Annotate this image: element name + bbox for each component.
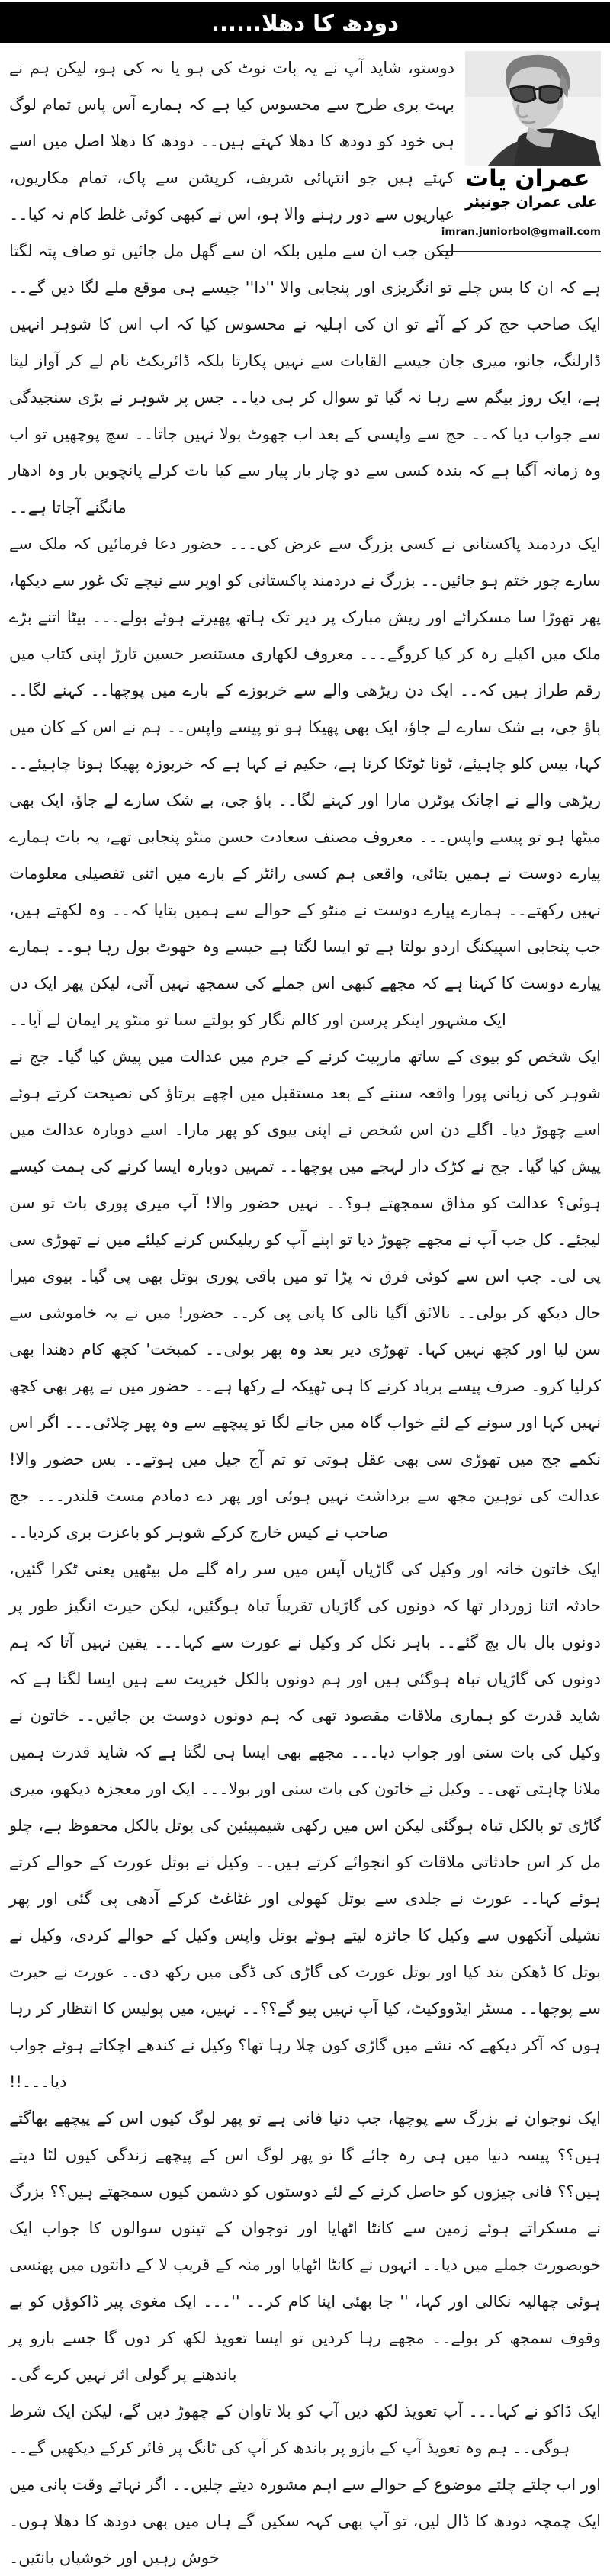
author-box [441,51,601,252]
paragraph-1: دوستو، شاید آپ نے یہ بات نوٹ کی ہو یا نہ کی ہو، لیکن ہم نے بہت بری طرح سے محسوس کیا ہے کہ ہمارے آس پاس تمام لوگ ہی خود کو دودھ کا دھلا کہتے ہیں۔۔ دودھ کا دھلا اصل میں اسے کہتے ہیں جو انتہائی شریف، کرپشن سے پاک، تمام مکاریوں، عیاریوں سے دور رہنے والا ہو، اس نے کبھی کوئی غلط کام نہ کیا۔۔ لیکن جب ان سے ملیں بلکہ ان سے گھل مل جائیں تو صاف پتہ لگتا ہے کہ ان کا بس چلے تو انگریزی اور پنجابی والا ''دا'' جیسے ہی موقع ملے لگا دیں گے۔۔ ایک صاحب حج کر کے آئے تو ان کی اہلیہ نے محسوس کیا کہ اب اس کا شوہر انہیں ڈارلنگ، جانو، میری جان جیسے القابات سے نہیں پکارتا بلکہ ڈائریکٹ نام لے کر آواز لیتا ہے، ایک روز بیگم سے رہا نہ گیا تو سوال کر ہی دیا۔۔ جس پر شوہر نے بڑی سنجیدگی سے جواب دیا کہ۔۔ حج سے واپسی کے بعد اب جھوٹ بولا نہیں جاتا۔۔ سچ پوچھیں تو اب وہ زمانہ آگیا ہے کہ بندہ کسی سے دو چار بار پیار سے کیا بات کرلے پانچویں بار وہ ادھار مانگنے آجاتا ہے۔۔ [9,59,601,516]
author-email[interactable]: imran.juniorbol@gmail.com [441,214,601,252]
article-body [0,43,610,2576]
paragraph-3: ایک شخص کو بیوی کے ساتھ مارپیٹ کرنے کے جرم میں عدالت میں پیش کیا گیا۔ جج نے شوہر کی زبانی پورا واقعہ سننے کے بعد مستقبل میں اچھے برتاؤ کی نصیحت کرتے ہوئے اسے چھوڑ دیا۔ اگلے دن اس شخص نے اپنی بیوی کو پھر مارا۔ اسے دوبارہ عدالت میں پیش کیا گیا۔ جج نے کڑک دار لہجے میں پوچھا۔۔ تمہیں دوبارہ ایسا کرنے کی ہمت کیسے ہوئی؟ عدالت کو مذاق سمجھتے ہو؟۔۔ نہیں حضور والا! آپ میری پوری بات تو سن لیجئے۔ کل جب آپ نے مجھے چھوڑ دیا تو اپنے آپ کو ریلیکس کرنے کیلئے میں نے تھوڑی سی پی لی۔ جب اس سے کوئی فرق نہ پڑا تو میں باقی پوری بوتل بھی پی گیا۔ بیوی میرا حال دیکھ کر بولی۔۔ نالائق آگیا نالی کا پانی پی کر۔۔ حضور! میں نے یہ خاموشی سے سن لیا اور کچھ نہیں کہا۔ تھوڑی دیر بعد وہ پھر بولی۔۔ کمبخت' کچھ کام دھندا بھی کرلیا کرو۔ صرف پیسے برباد کرنے کا ہی ٹھیکہ لے رکھا ہے۔۔ حضور میں نے پھر بھی کچھ نہیں کہا اور سونے کے لئے خواب گاہ میں جانے لگا تو پیچھے سے وہ پھر چلائی۔۔۔ اگر اس نکمے جج میں تھوڑی سی بھی عقل ہوتی تو تم آج جیل میں ہوتے۔۔ بس حضور والا! عدالت کی توہین مجھ سے برداشت نہیں ہوئی اور پھر دے دمادم مست قلندر۔۔۔ جج صاحب نے کیس خارج کرکے شوہر کو باعزت بری کردیا۔۔ [9,1047,601,1542]
author-name: علی عمران جونیئر [465,193,598,211]
author-photo-illustration [465,51,601,166]
paragraph-6: ایک ڈاکو نے کہا۔۔۔ آپ تعویذ لکھ دیں آپ کو بلا تاوان کے چھوڑ دیں گے، لیکن ایک شرط ہوگی۔۔ ہم وہ تعویذ آپ کے بازو پر باندھ کر آپ کی ٹانگ پر فائر کرکے دیکھیں گے۔۔ [9,2402,601,2457]
paragraph-5: ایک نوجوان نے بزرگ سے پوچھا، جب دنیا فانی ہے تو پھر لوگ کیوں اس کے پیچھے بھاگتے ہیں؟؟ پیسہ دنیا میں ہی رہ جائے گا تو پھر لوگ اس کے پیچھے زندگی کیوں لٹا دیتے ہیں؟؟ فانی چیزوں کو حاصل کرنے کے لئے دوستوں کو دشمن کیوں سمجھتے ہیں؟؟ بزرگ نے مسکراتے ہوئے زمین سے کانٹا اٹھایا اور نوجوان کے تینوں سوالوں کا جواب ایک خوبصورت جملے میں دیا۔۔ انہوں نے کانٹا اٹھایا اور منہ کے قریب لا کے دانتوں میں پھنسی ہوئی چھالیہ نکالی اور کہا، '' جا بھئی اپنا کام کر۔۔ ''۔۔۔ ایک مغوی پیر ڈاکوؤں کو بے وقوف سمجھ کر بولے۔۔ مجھے رہا کردیں تو ایسا تعویذ لکھ کر دوں گا جسے بازو پر باندھنے پر گولی اثر نہیں کرے گی۔ [9,2109,601,2384]
author-photo [465,51,601,166]
title-bar [0,0,610,43]
column-logo: عمران یات [465,165,590,192]
paragraph-2: ایک دردمند پاکستانی نے کسی بزرگ سے عرض کی۔۔۔ حضور دعا فرمائیں کہ ملک سے سارے چور ختم ہو جائیں۔۔ بزرگ نے دردمند پاکستانی کو اوپر سے نیچے تک غور سے دیکھا، پھر تھوڑا سا مسکرائے اور ریش مبارک پر دیر تک ہاتھ پھیرتے ہوئے بولے۔۔۔ بیٹا اتنے بڑے ملک میں اکیلے رہ کر کیا کروگے۔۔۔ معروف لکھاری مستنصر حسین تارڑ اپنی کتاب میں رقم طراز ہیں کہ۔۔ ایک دن ریڑھی والے سے خربوزے کے بارے میں پوچھا۔۔ کہنے لگا۔۔ باؤ جی، بے شک سارے لے جاؤ، ایک بھی پھیکا ہو تو پیسے واپس۔۔ ہم نے اس کے کان میں کہا، بیس کلو چاہیئے، ٹونا ٹوٹکا کرنا ہے، حکیم نے کہا ہے کہ خربوزہ پھیکا ہونا چاہیئے۔۔ ریڑھی والے نے اچانک یوٹرن مارا اور کہنے لگا۔۔ باؤ جی، بے شک سارے لے جاؤ، ایک بھی میٹھا ہو تو پیسے واپس۔۔۔ معروف مصنف سعادت حسن منٹو پنجابی تھے، یہ بات ہمارے پیارے دوست نے ہمیں بتائی، واقعی ہم کسی رائٹر کے بارے میں اتنی تفصیلی معلومات نہیں رکھتے۔۔ ہمارے پیارے دوست نے منٹو کے حوالے سے ہمیں بتایا کہ۔۔ وہ لکھتے ہیں، جب پنجابی اسپیکنگ اردو بولتا ہے تو ایسا لگتا ہے جیسے وہ جھوٹ بول رہا ہو۔۔ ہمارے پیارے دوست کا کہنا ہے کہ مجھے کبھی اس جملے کی سمجھ نہیں آئی، لیکن پھر ایک دن ایک مشہور اینکر پرسن اور کالم نگار کو بولتے سنا تو منٹو پر ایمان لے آیا۔۔ [9,535,601,1029]
paragraph-7: اور اب چلتے چلتے موضوع کے حوالے سے اہم مشورہ دیتے چلیں۔۔ اگر نہاتے وقت پانی میں ایک چمچہ دودھ کا ڈال لیں، تو آپ بھی کہہ سکیں گے ہاں میں بھی دودھ کا دھلا ہوں۔ خوش رہیں اور خوشیاں بانٹیں۔ [9,2475,601,2567]
paragraph-4: ایک خاتون خانہ اور وکیل کی گاڑیاں آپس میں سر راہ گلے مل بیٹھیں یعنی ٹکرا گئیں، حادثہ اتنا زوردار تھا کہ دونوں کی گاڑیاں تقریباً تباہ ہوگئیں، لیکن حیرت انگیز طور پر دونوں بال بال بچ گئے۔۔ باہر نکل کر وکیل نے عورت سے کہا۔۔۔ یقین نہیں آتا کہ ہم دونوں کی گاڑیاں تباہ ہوگئی ہیں اور ہم دونوں بالکل خیریت سے ہیں ایسا لگتا ہے کہ شاید قدرت کو ہماری ملاقات مقصود تھی کہ ہم دونوں دوست بن جائیں۔۔ خاتون نے وکیل کی بات سنی اور جواب دیا۔۔۔ مجھے بھی ایسا ہی لگتا ہے کہ شاید قدرت ہمیں ملانا چاہتی تھی۔۔ وکیل نے خاتون کی بات سنی اور بولا۔۔۔ ایک اور معجزہ دیکھو، میری گاڑی تو بالکل تباہ ہوگئی لیکن اس میں رکھی شیمپیئین کی بوتل بالکل محفوظ ہے، چلو مل کر اس حادثاتی ملاقات کو انجوائے کرتے ہیں۔۔ وکیل نے بوتل عورت کے حوالے کرتے ہوئے کہا۔۔ عورت نے جلدی سے بوتل کھولی اور غٹاغٹ کرکے آدھی پی گئی اور پھر نشیلی آنکھوں سے وکیل کا جائزہ لیتے ہوئے بوتل واپس وکیل کے حوالے کردی، وکیل نے بوتل کا ڈھکن بند کیا اور بوتل عورت کی گاڑی کی ڈگی میں رکھ دی۔۔ عورت نے حیرت سے پوچھا۔۔ مسٹر ایڈووکیٹ، کیا آپ نہیں پیو گے؟؟۔۔ نہیں، میں پولیس کا انتظار کر رہا ہوں کہ آکر دیکھے کہ نشے میں گاڑی کون چلا رہا تھا؟ وکیل نے کندھے اچکاتے ہوئے جواب دیا۔۔۔!! [9,1560,601,2091]
page-title: دودھ کا دھلا...... [210,10,400,36]
